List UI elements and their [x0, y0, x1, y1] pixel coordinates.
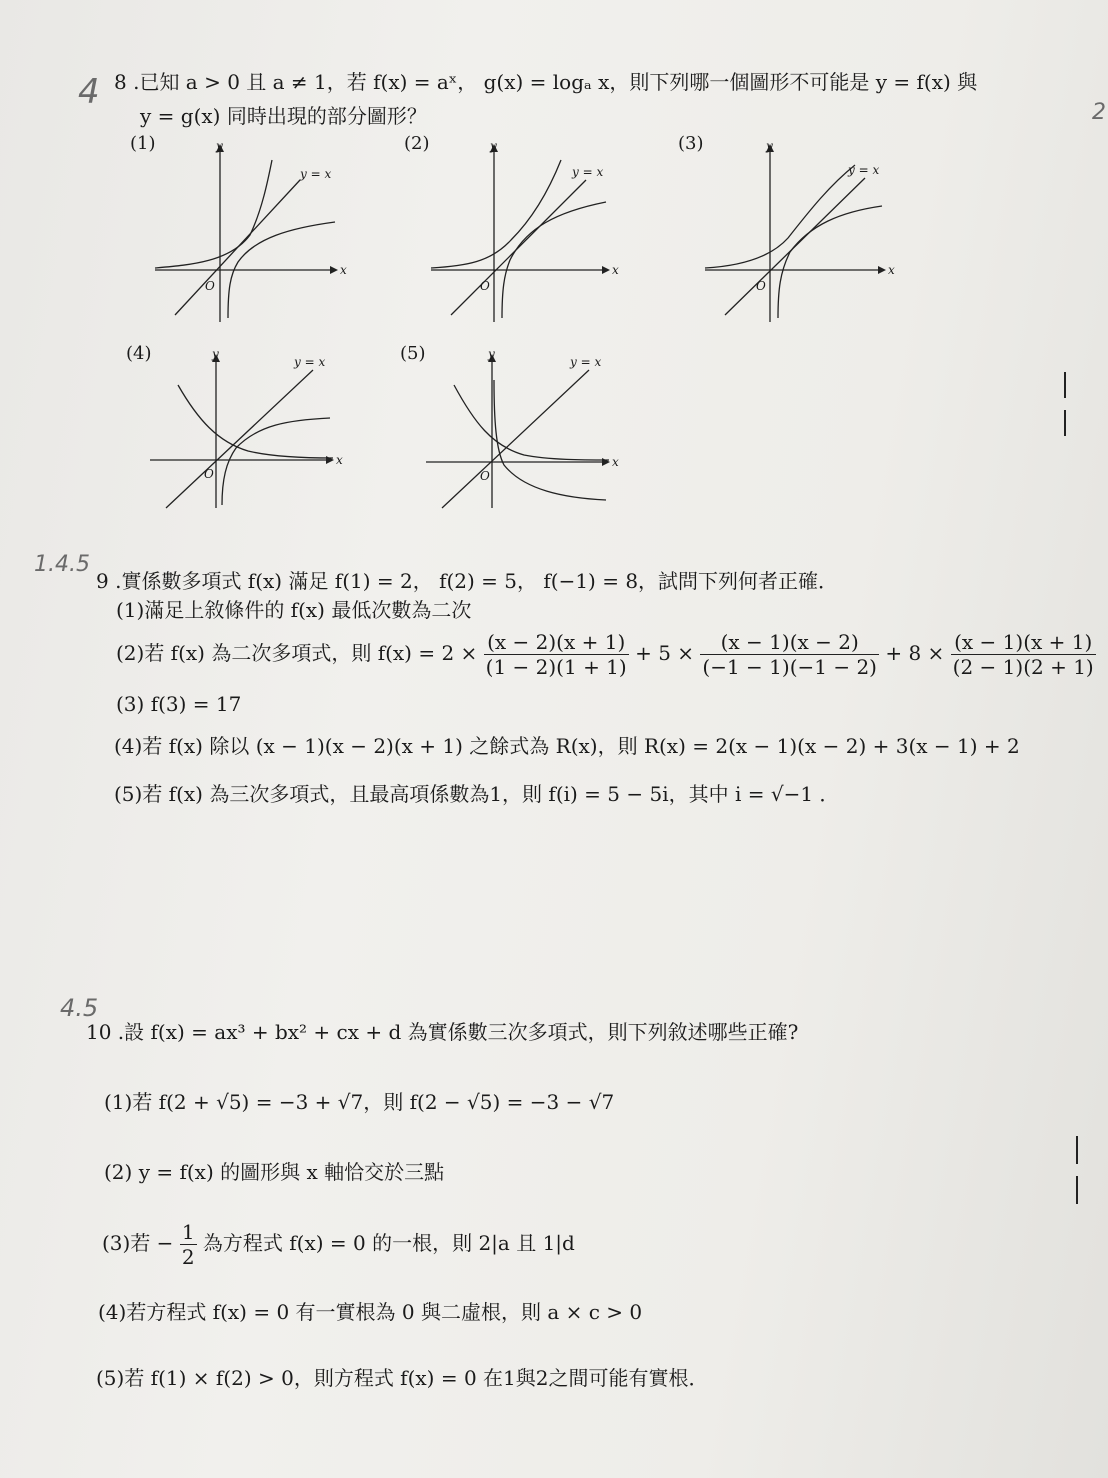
binder-mark	[1076, 1176, 1078, 1204]
graph-1-axis-y: y	[216, 139, 223, 153]
q9-option-2-frac-1	[484, 630, 629, 679]
graph-5-yx-label: y = x	[570, 355, 602, 369]
q10-option-3-suffix: 為方程式 f(x) = 0 的一根，則 2|a 且 1|d	[202, 1231, 575, 1255]
graph-5	[424, 347, 624, 510]
q9-option-2-frac-2	[700, 630, 879, 679]
q8-line2: y = g(x) 同時出現的部分圖形？	[140, 104, 427, 128]
graph-3-axis-x: x	[888, 263, 895, 277]
q10-option-2: (2) y = f(x) 的圖形與 x 軸恰交於三點	[104, 1160, 445, 1184]
q9-option-5: (5)若 f(x) 為三次多項式，且最高項係數為1，則 f(i) = 5 − 5i，其中 i = √−1 ．	[114, 782, 840, 806]
frac-2-denominator: (−1 − 1)(−1 − 2)	[702, 655, 877, 679]
graph-4-label: (4)	[126, 343, 152, 364]
graph-2-label: (2)	[404, 133, 430, 154]
q10-option-1: (1)若 f(2 + √5) = −3 + √7，則 f(2 − √5) = −3 − √7	[104, 1090, 615, 1114]
graph-5-axis-x: x	[612, 455, 619, 469]
graph-1-origin: O	[205, 279, 215, 293]
q8-line1: 8 .已知 a > 0 且 a ≠ 1，若 f(x) = aˣ， g(x) = logₐ x，則下列哪一個圖形不可能是 y = f(x) 與	[114, 70, 978, 94]
frac-1-numerator: (x − 2)(x + 1)	[484, 630, 629, 655]
graph-4-yx-label: y = x	[294, 355, 326, 369]
q9-option-1: (1)滿足上敘條件的 f(x) 最低次數為二次	[116, 598, 472, 622]
q10-frac-denominator: 2	[181, 1245, 195, 1269]
graph-5-origin: O	[480, 469, 490, 483]
graph-2	[426, 140, 626, 325]
graph-1	[150, 140, 350, 325]
q10-option-3-prefix: (3)若 −	[102, 1231, 174, 1255]
graph-2-yx-label: y = x	[572, 165, 604, 179]
graph-2-axis-x: x	[612, 263, 619, 277]
graph-3-yx-label: y = x	[848, 163, 880, 177]
q9-option-3: (3) f(3) = 17	[116, 692, 242, 716]
handwritten-answer-q10: 4.5	[60, 994, 99, 1022]
handwritten-answer-q8: 4	[78, 72, 100, 112]
q9-option-4: (4)若 f(x) 除以 (x − 1)(x − 2)(x + 1) 之餘式為 R(x)，則 R(x) = 2(x − 1)(x − 2) + 3(x − 1) + 2	[114, 734, 1020, 758]
graph-5-label: (5)	[400, 343, 426, 364]
q10-stem: 10 .設 f(x) = ax³ + bx² + cx + d 為實係數三次多項式，則下列敘述哪些正確?	[86, 1020, 799, 1044]
graph-4-origin: O	[204, 467, 214, 481]
q9-option-2-mid-2: + 8 ×	[885, 641, 945, 665]
q10-option-3-frac	[180, 1220, 197, 1269]
graph-1-axis-x: x	[340, 263, 347, 277]
q10-option-5: (5)若 f(1) × f(2) > 0，則方程式 f(x) = 0 在1與2之間可能有實根．	[96, 1366, 709, 1390]
q9-option-2-mid-1: + 5 ×	[635, 641, 695, 665]
graph-2-origin: O	[480, 279, 490, 293]
graph-4-axis-y: y	[212, 347, 219, 361]
graph-4	[148, 347, 348, 510]
binder-mark	[1076, 1136, 1078, 1164]
graph-3	[700, 140, 900, 325]
frac-1-denominator: (1 − 2)(1 + 1)	[485, 655, 627, 679]
graph-3-axis-y: y	[766, 139, 773, 153]
q10-option-3	[102, 1220, 575, 1269]
graph-4-axis-x: x	[336, 453, 343, 467]
graph-3-origin: O	[756, 279, 766, 293]
binder-mark	[1064, 410, 1066, 436]
binder-mark	[1064, 372, 1066, 398]
frac-3-numerator: (x − 1)(x + 1)	[951, 630, 1096, 655]
handwritten-edge-mark: 2	[1092, 100, 1106, 125]
q9-stem: 9 .實係數多項式 f(x) 滿足 f(1) = 2， f(2) = 5， f(−1) = 8，試問下列何者正確．	[96, 569, 839, 593]
graph-5-axis-y: y	[488, 347, 495, 361]
graph-1-yx-label: y = x	[300, 167, 332, 181]
frac-2-numerator: (x − 1)(x − 2)	[700, 630, 879, 655]
handwritten-answer-q9: 1.4.5	[34, 552, 90, 577]
q9-option-2	[116, 630, 1096, 679]
frac-3-denominator: (2 − 1)(2 + 1)	[952, 655, 1094, 679]
q9-option-2-frac-3	[951, 630, 1096, 679]
graph-2-axis-y: y	[490, 139, 497, 153]
q9-option-2-prefix: (2)若 f(x) 為二次多項式，則 f(x) = 2 ×	[116, 641, 478, 665]
q10-option-4: (4)若方程式 f(x) = 0 有一實根為 0 與二虛根，則 a × c > 0	[98, 1300, 643, 1324]
q10-frac-numerator: 1	[181, 1220, 195, 1244]
graph-3-label: (3)	[678, 133, 704, 154]
graph-1-label: (1)	[130, 133, 156, 154]
